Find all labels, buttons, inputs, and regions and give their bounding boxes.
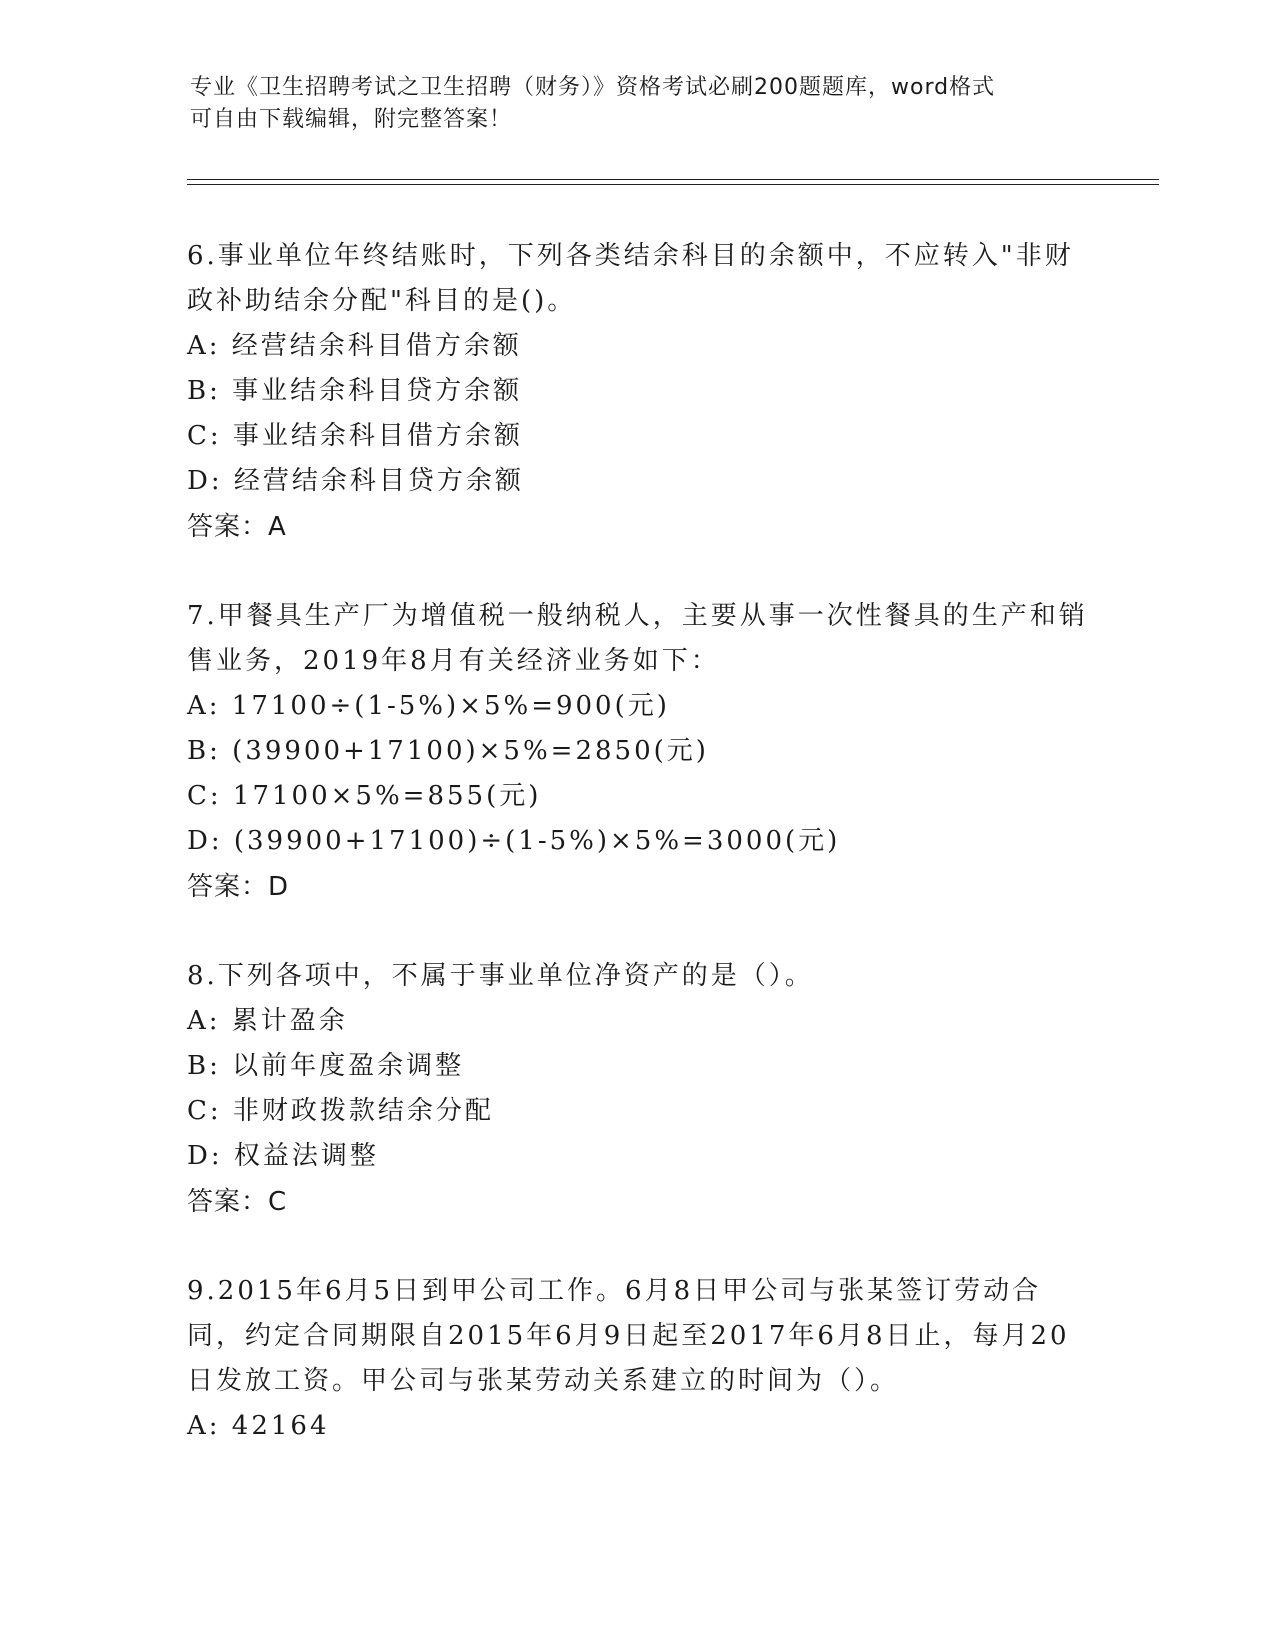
option-d: D: (39900+17100)÷(1-5%)×5%=3000(元) [187,826,841,856]
question-6 [187,234,1097,550]
header-divider-bottom [187,184,1159,185]
question-7 [187,594,1097,910]
option-c: C: 17100×5%=855(元) [187,781,542,811]
document-header [190,72,1090,136]
question-text: 9.2015年6月5日到甲公司工作。6月8日甲公司与张某签订劳动合同，约定合同期限自2015年6月9日起至2017年6月8日止，每月20日发放工资。甲公司与张某劳动关系建立的时间为（）。 [187,1276,1070,1396]
answer: 答案：A [187,512,287,542]
option-a: A: 累计盈余 [187,1006,348,1036]
option-c: C: 事业结余科目借方余额 [187,421,523,451]
question-list [187,234,1097,1493]
option-a: A: 经营结余科目借方余额 [187,331,522,361]
question-8 [187,954,1097,1225]
question-9 [187,1269,1097,1449]
question-text: 8.下列各项中，不属于事业单位净资产的是（）。 [187,961,814,991]
option-d: D: 权益法调整 [187,1141,379,1171]
option-b: B: 以前年度盈余调整 [187,1051,465,1081]
option-b: B: (39900+17100)×5%=2850(元) [187,736,709,766]
header-divider-top [187,179,1159,180]
header-title-line-2: 可自由下载编辑，附完整答案！ [190,107,513,132]
header-title-line-1: 专业《卫生招聘考试之卫生招聘（财务）》资格考试必刷200题题库，word格式 [190,75,996,100]
answer: 答案：D [187,872,290,902]
question-text: 7.甲餐具生产厂为增值税一般纳税人，主要从事一次性餐具的生产和销售业务，2019年8月有关经济业务如下： [187,601,1088,676]
option-c: C: 非财政拨款结余分配 [187,1096,494,1126]
question-text: 6.事业单位年终结账时，下列各类结余科目的余额中，不应转入"非财政补助结余分配"科目的是()。 [187,241,1074,316]
option-b: B: 事业结余科目贷方余额 [187,376,523,406]
option-a: A: 42164 [187,1411,330,1441]
option-a: A: 17100÷(1-5%)×5%=900(元) [187,691,670,721]
answer: 答案：C [187,1187,288,1217]
option-d: D: 经营结余科目贷方余额 [187,466,524,496]
